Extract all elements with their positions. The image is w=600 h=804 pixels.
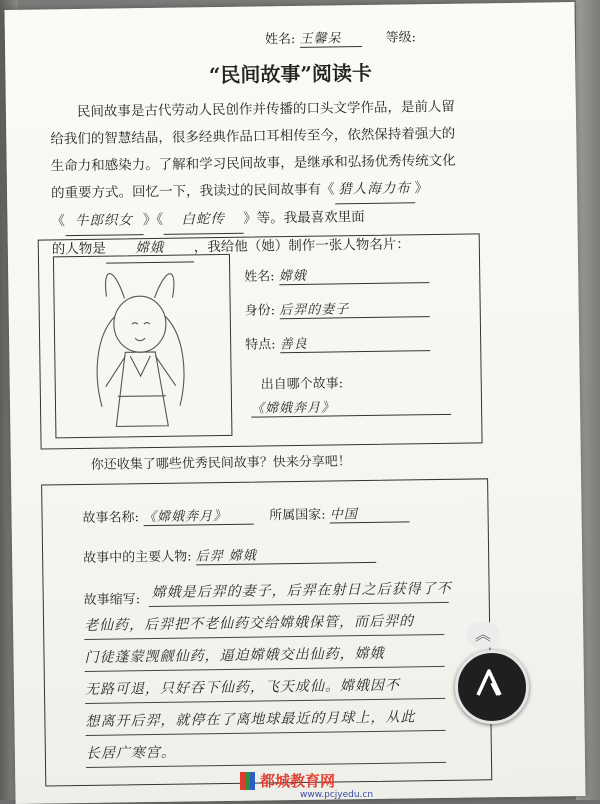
watermark-logo-icon: [240, 770, 256, 792]
ai-assistant-button[interactable]: [455, 650, 529, 724]
card-trait-label: 特点:: [245, 337, 276, 353]
card-trait-value: 善良: [280, 331, 430, 353]
page-title: “民间故事”阅读卡: [208, 60, 373, 88]
card-name-value: 嫦娥: [279, 263, 429, 285]
intro-line-1: 民间故事是古代劳动人民创作并传播的口头文学作品，是前人留: [76, 98, 455, 121]
ai-assistant-icon: [458, 653, 520, 715]
summary-text-line-6: 长居广寒宫。: [85, 744, 176, 762]
intro-line-4-prefix: 的重要方式。回忆一下，我读过的民间故事有《: [50, 181, 335, 202]
summary-text-line-3: 门徒蓬蒙觊觎仙药，逼迫嫦娥交出仙药，嫦娥: [84, 645, 385, 666]
intro-line-6-prefix: 的人物是: [51, 240, 106, 258]
intro-line-2: 给我们的智慧结晶，很多经典作品口耳相传至今，依然保持着强大的: [50, 125, 456, 148]
intro-line-5: 《 牛郎织女 》《 白蛇传 》等。我最喜欢里面: [51, 203, 461, 237]
intro-line-6-suffix: ，我给他（她）制作一张人物名片：: [193, 236, 410, 256]
intro-line-3: 生命力和感染力。了解和学习民间故事，是继承和弘扬优秀传统文化: [50, 152, 456, 175]
summary-text-line-2: 老仙药，后羿把不老仙药交给嫦娥保管，而后羿的: [83, 613, 415, 634]
story-card: [41, 478, 492, 786]
summary-text-line-5: 想离开后羿，就停在了离地球最近的月球上，从此: [85, 709, 416, 730]
card-name-label: 姓名:: [244, 269, 275, 285]
story-country-value: 中国: [330, 502, 410, 523]
story-characters-row: [83, 543, 376, 567]
watermark-text: 都城教育网: [260, 772, 336, 790]
intro-line-4: [51, 175, 461, 209]
card-identity-value: 后羿的妻子: [279, 297, 429, 319]
chang-e-drawing-icon: [54, 255, 231, 437]
collect-prompt: 你还收集了哪些优秀民间故事？快来分享吧！: [90, 454, 351, 473]
character-card: [38, 233, 483, 449]
closing-bracket-1: 》: [414, 180, 429, 197]
card-source-value: 《嫦娥奔月》: [251, 395, 451, 418]
story-characters-label: 故事中的主要人物:: [83, 549, 192, 566]
character-portrait: [53, 254, 233, 438]
double-chevron-up-icon[interactable]: ︽: [466, 622, 500, 648]
student-name-value: 王馨呆: [299, 27, 361, 48]
story-2-value: 牛郎织女: [65, 207, 143, 236]
card-identity-row: [245, 297, 430, 320]
story-3-value: 白蛇传: [163, 206, 243, 235]
card-source-label: 出自哪个故事:: [260, 376, 344, 393]
story-characters-value: 后羿 嫦娥: [196, 543, 376, 566]
favorite-character-value: 嫦娥: [106, 234, 194, 263]
story-title-label: 故事名称:: [82, 510, 140, 526]
story-1-value: 猎人海力布: [334, 175, 414, 204]
summary-text-line-1: 嫦娥是后羿的妻子，后羿在射日之后获得了不: [151, 580, 452, 602]
name-label: 姓名:: [264, 31, 296, 48]
grade-label: 等级:: [385, 30, 417, 46]
card-trait-row: [245, 331, 430, 354]
intro-line-5-suffix: 》等。我最喜欢里面: [243, 209, 365, 227]
story-title-value: 《嫦娥奔月》: [143, 505, 253, 527]
watermark-url: www.pcjyedu.cn: [300, 790, 374, 800]
student-name-row: [265, 26, 416, 48]
story-country-label: 所属国家:: [269, 507, 326, 524]
card-source-row: [251, 395, 451, 418]
summary-text-line-4: 无路可退，只好吞下仙药，飞天成仙。嫦娥因不: [84, 677, 401, 698]
story-title-row: [82, 502, 409, 527]
story-summary-label: 故事缩写:: [83, 592, 141, 608]
card-identity-label: 身份:: [244, 303, 276, 319]
card-name-row: [244, 263, 429, 286]
